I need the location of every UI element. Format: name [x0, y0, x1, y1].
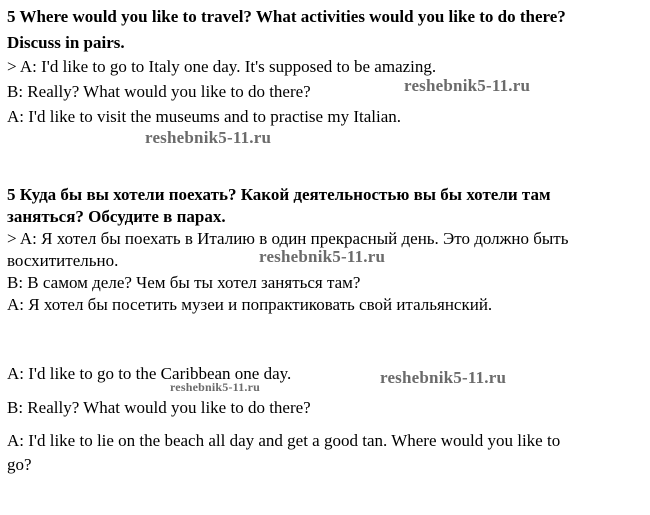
russian-heading-line1: 5 Куда бы вы хотели поехать? Какой деятельностью вы бы хотели там — [7, 185, 551, 204]
english-dialogue-line3: A: I'd like to visit the museums and to practise my Italian. — [7, 107, 401, 126]
english-heading-line1: 5 Where would you like to travel? What activities would you like to do there? — [7, 7, 566, 26]
watermark-4: reshebnik5-11.ru — [380, 368, 507, 387]
answer-line2: B: Really? What would you like to do there? — [7, 398, 311, 417]
watermark-3: reshebnik5-11.ru — [259, 247, 386, 266]
answer-line3: A: I'd like to lie on the beach all day and get a good tan. Where would you like to — [7, 431, 561, 450]
russian-heading-line2: заняться? Обсудите в парах. — [7, 207, 226, 226]
watermark-2: reshebnik5-11.ru — [145, 128, 272, 147]
english-heading-line2: Discuss in pairs. — [7, 33, 125, 52]
english-dialogue-line1: > A: I'd like to go to Italy one day. It's supposed to be amazing. — [7, 57, 437, 76]
answer-line1: A: I'd like to go to the Caribbean one day. — [7, 364, 292, 383]
russian-dialogue-line1: > A: Я хотел бы поехать в Италию в один прекрасный день. Это должно быть — [7, 229, 569, 248]
russian-dialogue-line2: восхитительно. — [7, 251, 119, 270]
russian-dialogue-line3: B: В самом деле? Чем бы ты хотел заняться там? — [7, 273, 361, 292]
watermark-1: reshebnik5-11.ru — [404, 76, 531, 95]
answer-line4: go? — [7, 455, 32, 474]
watermark-5: reshebnik5-11.ru — [170, 380, 260, 394]
english-dialogue-line2: B: Really? What would you like to do there? — [7, 82, 311, 101]
russian-dialogue-line4: A: Я хотел бы посетить музеи и попрактиковать свой итальянский. — [7, 295, 493, 314]
